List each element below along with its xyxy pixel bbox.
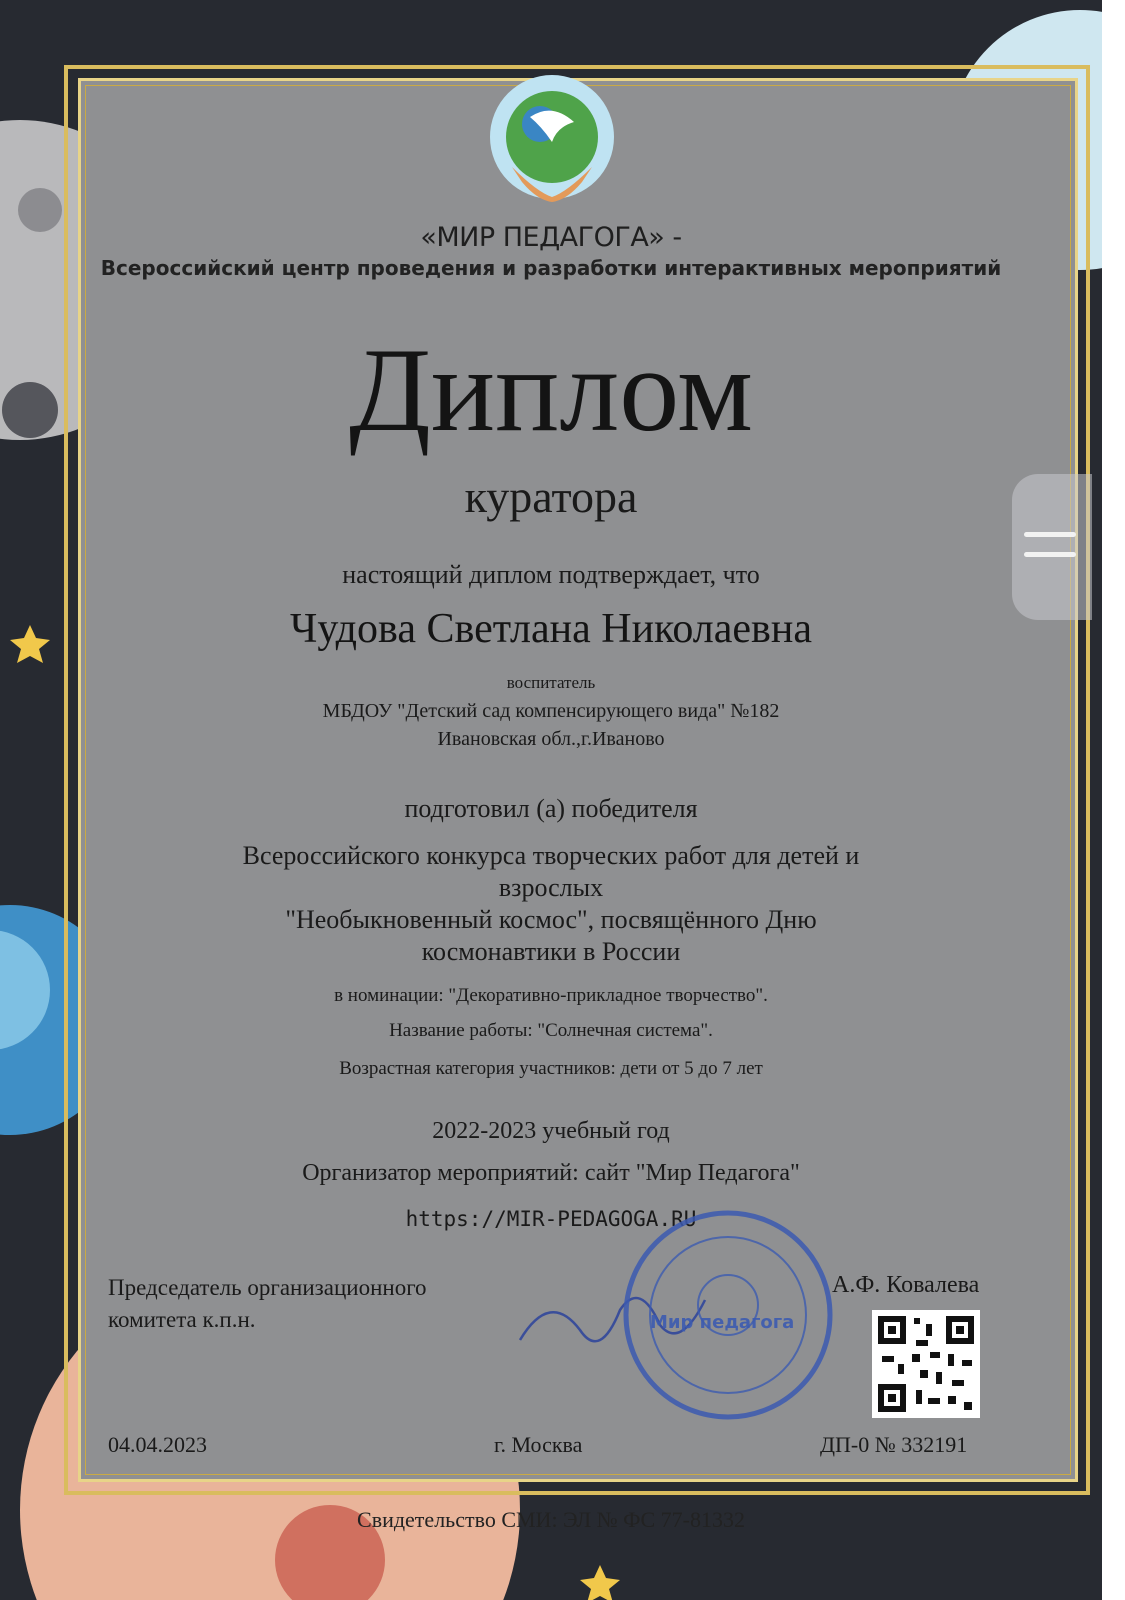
chair-line: Председатель организационного [108,1275,427,1300]
recipient-location: Ивановская обл.,г.Иваново [437,728,665,750]
stamp-text: Мир педагога [650,1312,795,1333]
org-subtitle: Всероссийский центр проведения и разработки интерактивных мероприятий [100,256,1002,280]
mir-pedagoga-logo [482,72,622,202]
signatory-name: А.Ф. Ковалева [832,1272,980,1298]
work-title: Название работы: "Солнечная система". [389,1020,713,1041]
age-category: Возрастная категория участников: дети от 5 до 7 лет [339,1058,763,1079]
handle-grip-icon [1024,532,1076,537]
qr-code [872,1310,980,1418]
chair-title [108,1272,427,1336]
diploma-subtitle: куратора [464,471,638,522]
scroll-handle[interactable] [1012,474,1092,620]
chair-line: комитета к.п.н. [108,1307,256,1332]
contest-description [0,840,1102,968]
nomination: в номинации: "Декоративно-прикладное творчество". [334,985,768,1006]
organizer: Организатор мероприятий: сайт "Мир Педагога" [302,1160,800,1186]
confirmation-text: настоящий диплом подтверждает, что [342,560,760,589]
contest-line: "Необыкновенный космос", посвящённого Дню [285,905,817,934]
prepared-text: подготовил (а) победителя [404,794,698,823]
issue-date: 04.04.2023 [108,1432,207,1457]
recipient-institution: МБДОУ "Детский сад компенсирующего вида" №182 [322,700,780,722]
diploma-title: Диплом [349,323,753,456]
recipient-position: воспитатель [506,673,596,692]
handle-grip-icon [1024,552,1076,557]
site-url: https://MIR-PEDAGOGA.RU [405,1207,697,1231]
contest-line: взрослых [498,873,604,902]
issue-city: г. Москва [494,1432,583,1457]
diploma-number: ДП-0 № 332191 [820,1432,968,1457]
gold-frame-inner [85,85,1071,1475]
media-registration: Свидетельство СМИ: ЭЛ № ФС 77-81332 [357,1507,745,1532]
recipient-name: Чудова Светлана Николаевна [290,606,812,652]
academic-year: 2022-2023 учебный год [432,1118,670,1144]
contest-line: космонавтики в России [421,937,681,966]
contest-line: Всероссийского конкурса творческих работ для детей и [242,841,860,870]
org-name: «МИР ПЕДАГОГА» - [420,222,682,253]
